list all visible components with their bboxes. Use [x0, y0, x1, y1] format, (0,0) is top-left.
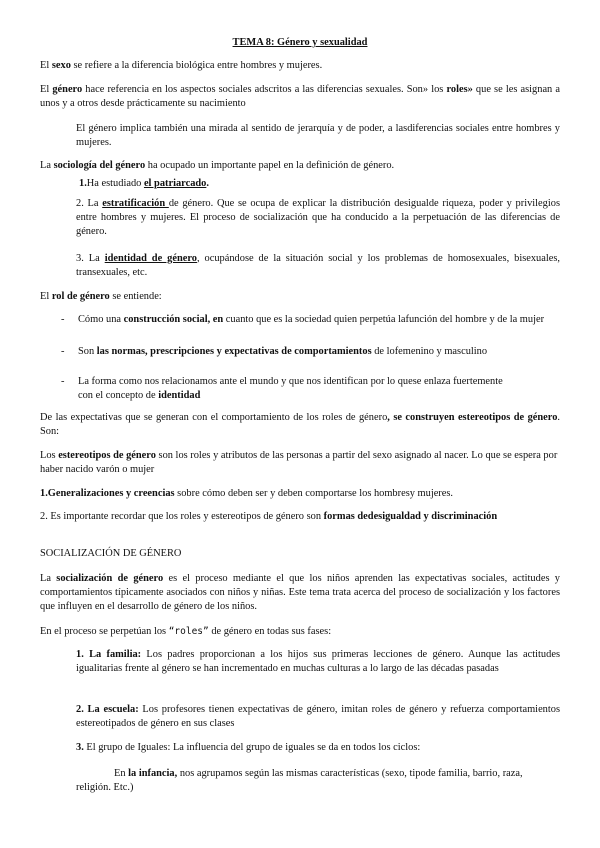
text: Los profesores tienen expectativas de género, imitan roles de género y refuerza comportamientos estereotipados de género en sus clases	[76, 704, 560, 730]
bold-term: sociología del género	[53, 160, 146, 171]
text: es el proceso mediante el que los niños aprenden las expectativas sociales, actitudes y comportamientos típicamente asociados con niños y niñas. Este tema trata acerca del proceso de socialización y los factores que influyen en el desarrollo de género de los niños.	[40, 573, 561, 613]
bullet-item-normas	[78, 345, 548, 359]
text: En	[114, 768, 129, 779]
text: El	[40, 84, 53, 95]
bold-term: la infancia,	[128, 768, 178, 779]
bullet-dash: -	[61, 314, 65, 325]
underlined-term: identidad de género	[104, 253, 197, 264]
text: cuanto que es la sociedad quien perpetúa lafunción del hombre y de la mujer	[223, 314, 545, 325]
bold-term: las normas, prescripciones y expectativas de comportamientos	[96, 346, 372, 357]
bullet-item-construccion	[78, 313, 548, 327]
text: .	[206, 178, 209, 189]
list-item-patriarcado	[79, 177, 559, 191]
text: La forma como nos relacionamos ante el mundo y que nos identifican por lo quese enlaza fuertemente con el concepto de	[78, 376, 503, 402]
section-heading: SOCIALIZACIÓN DE GÉNERO	[40, 548, 182, 559]
text: La	[40, 160, 54, 171]
text: . Son:	[40, 412, 560, 438]
text: , ocupándose de la situación social y los problemas de homosexuales, bisexuales, transexuales, etc.	[76, 253, 561, 279]
bullet-dash: -	[61, 376, 65, 387]
list-item-estratificacion	[76, 197, 560, 240]
paragraph-socializacion	[40, 572, 560, 615]
text: son los roles y atributos de las personas a partir del sexo asignado al nacer. Lo que se espera por haber nacido varón o mujer	[40, 450, 558, 476]
paragraph-sociologia	[40, 159, 560, 173]
item-number: 2. La	[76, 704, 104, 715]
bold-term: formas dedesigualdad y discriminación	[323, 511, 498, 522]
text: ha ocupado un importante papel en la definición de género.	[145, 160, 395, 171]
text: Los padres proporcionan a los hijos sus primeras lecciones de género. Aunque las actitudes igualitarias frente al género se han incrementado en muchas culturas a lo largo de las décadas pasadas	[76, 649, 560, 675]
paragraph-infancia	[76, 767, 560, 795]
paragraph-jerarquia: El género implica también una mirada al sentido de jerarquía y de poder, a lasdiferencias sociales entre hombres y mujeres.	[76, 123, 560, 149]
text: El	[40, 291, 52, 302]
text: se refiere a la diferencia biológica entre hombres y mujeres.	[70, 60, 323, 71]
item-number: 1.	[79, 178, 87, 189]
text: 2. Es importante recordar que los roles y estereotipos de género son	[40, 511, 324, 522]
text: La	[40, 573, 57, 584]
paragraph-sexo	[40, 59, 560, 73]
quoted-roles: “roles”	[168, 626, 209, 637]
bold-term: sexo	[51, 60, 71, 71]
list-item-iguales	[76, 741, 560, 755]
paragraph-rol	[40, 290, 560, 304]
text: Son	[78, 346, 97, 357]
bold-term: , se construyen estereotipos de género	[387, 412, 558, 423]
item-number: 3.	[76, 742, 84, 753]
item-number: 1.	[40, 488, 48, 499]
underlined-term: estratificación	[102, 198, 169, 209]
page-title: TEMA 8: Género y sexualidad	[232, 37, 368, 48]
text: 3. La	[76, 253, 105, 264]
text: de lofemenino y masculino	[371, 346, 488, 357]
text: De las expectativas que se generan con el comportamiento de los roles de género	[40, 412, 388, 423]
text: El grupo de Iguales: La influencia del grupo de iguales se da en todos los ciclos:	[83, 742, 421, 753]
text: Los	[40, 450, 59, 461]
text: de género. Que se ocupa de explicar la distribución desigualde riqueza, poder y privilegios entre hombres y mujeres. El proceso de socialización que ha conducido a la perpetuación de las diferencias de género.	[76, 198, 560, 238]
bullet-item-identidad	[78, 375, 518, 403]
text: hace referencia en los aspectos sociales adscritos a las diferencias sexuales. Son» los	[82, 84, 447, 95]
bold-term: rol de género	[51, 291, 110, 302]
list-item-familia	[76, 648, 560, 676]
paragraph-estereotipos	[40, 449, 562, 477]
paragraph-proceso	[40, 625, 560, 639]
bold-term: escuela:	[103, 704, 139, 715]
bold-term: socialización de género	[56, 573, 164, 584]
text: nos agrupamos según las mismas características (sexo, tipode familia, barrio, raza, religión. Etc.)	[76, 768, 523, 794]
paragraph-genero	[40, 83, 560, 111]
text: se entiende:	[109, 291, 162, 302]
bold-term: construcción social, en	[123, 314, 224, 325]
bold-term: familia:	[106, 649, 142, 660]
text: que se les asignan a unos y a otros desde prácticamente su nacimiento	[40, 84, 560, 110]
list-item-identidad	[76, 252, 560, 280]
bold-term: identidad	[158, 390, 201, 402]
bullet-dash: -	[61, 346, 65, 357]
item-number: 1. La	[76, 649, 107, 660]
text: Ha estudiado	[86, 178, 144, 189]
underlined-term: el patriarcado	[143, 178, 207, 189]
bold-term: Generalizaciones y creencias	[47, 488, 175, 499]
paragraph-generalizaciones	[40, 487, 560, 501]
text: El	[40, 60, 52, 71]
text: de género en todas sus fases:	[208, 626, 332, 637]
bold-term: género	[52, 84, 83, 95]
text: Cómo una	[78, 314, 124, 325]
text: 2. La	[76, 198, 103, 209]
text: sobre cómo deben ser y deben comportarse los hombresy mujeres.	[174, 488, 454, 499]
bold-term: estereotipos de género	[58, 450, 156, 461]
paragraph-importante	[40, 510, 520, 524]
paragraph-expectativas	[40, 411, 560, 439]
bold-term: roles»	[446, 84, 473, 95]
text: En el proceso se perpetúan los	[40, 626, 169, 637]
list-item-escuela	[76, 703, 560, 731]
